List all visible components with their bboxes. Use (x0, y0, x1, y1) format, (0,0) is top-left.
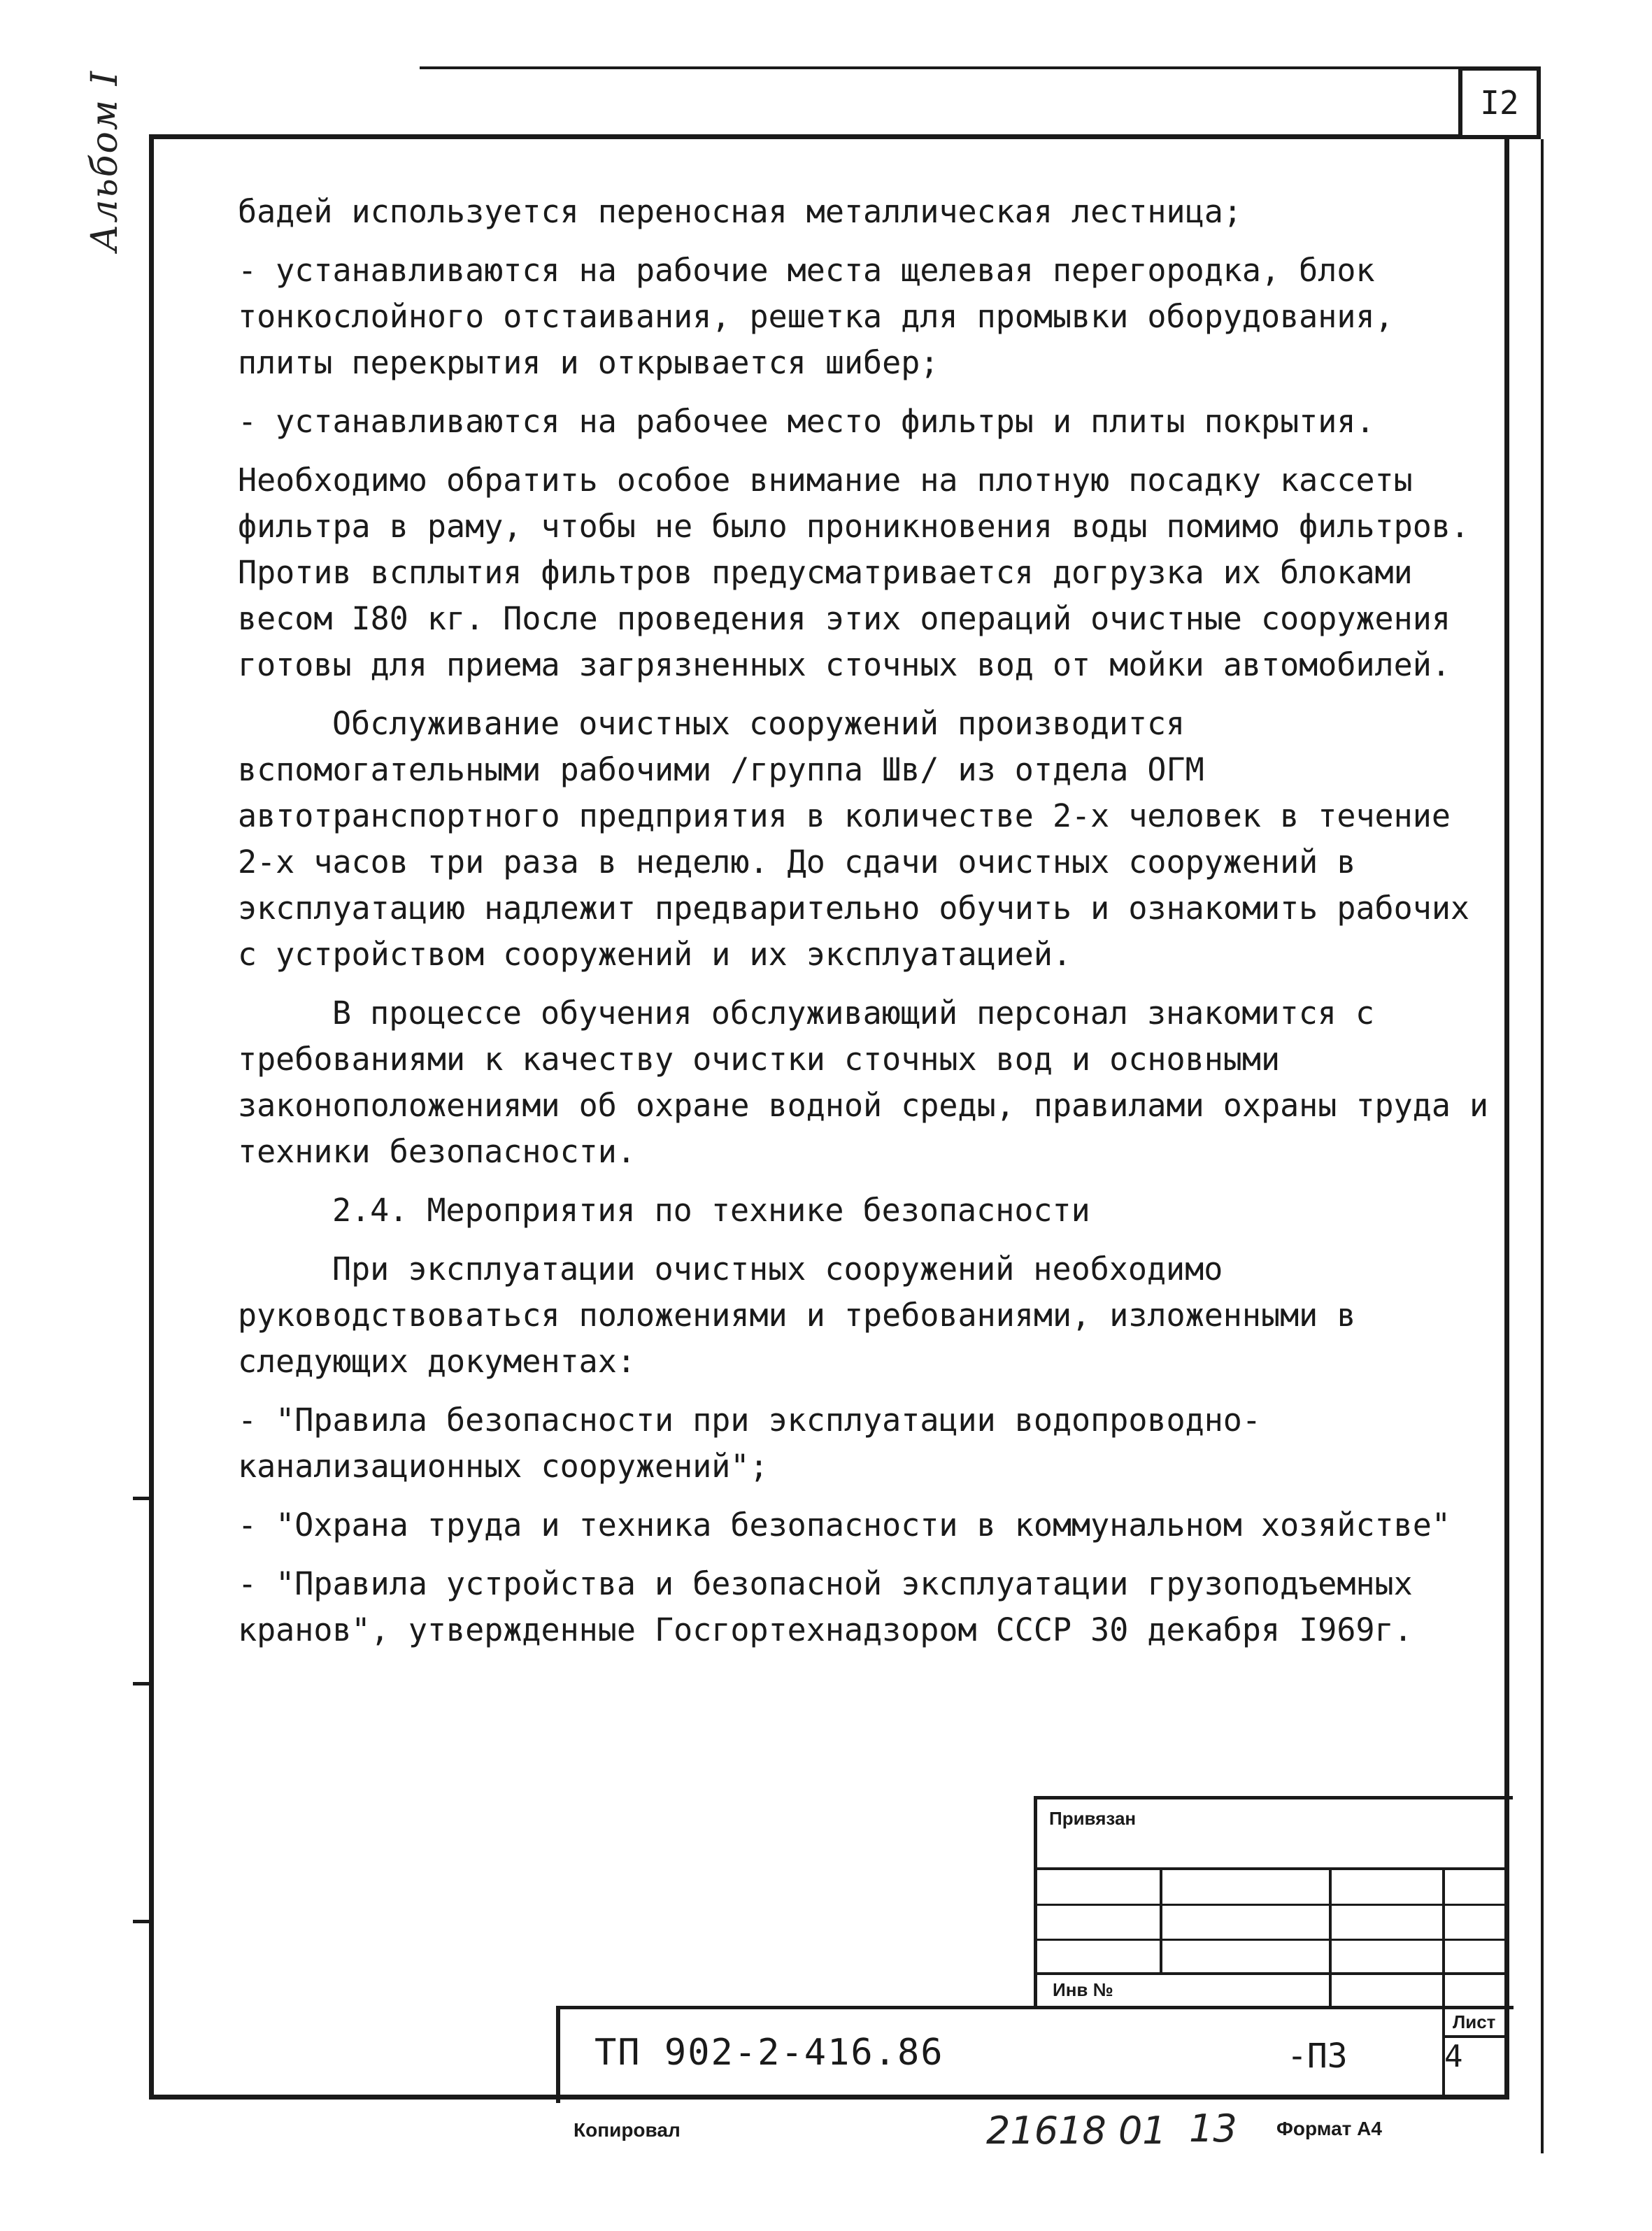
paragraph: При эксплуатации очистных сооружений необходимо руководствоваться положениями и требованиями, изложенными в следующих документах: (238, 1250, 1356, 1380)
stamp-inv-label: Инв № (1053, 1979, 1113, 2000)
paragraph: - устанавливаются на рабочее место фильтры и плиты покрытия. (238, 403, 1375, 440)
paragraph: - устанавливаются на рабочие места щелевая перегородка, блок тонкослойного отстаивания, решетка для промывки оборудования, плиты перекрытия и открывается шибер; (238, 252, 1394, 381)
stamp-line (1034, 1939, 1509, 1941)
stamp-vline (1160, 1867, 1162, 1972)
document-body (238, 189, 1490, 1666)
doc-suffix: -ПЗ (1287, 2037, 1348, 2076)
stamp-bound-label: Привязан (1049, 1808, 1137, 1829)
sheet-number: 4 (1444, 2039, 1463, 2074)
stamp-vline (1329, 1867, 1332, 2007)
format-label: Формат А4 (1276, 2118, 1382, 2139)
paragraph: - "Правила безопасности при эксплуатации водопроводно-канализационных сооружений"; (238, 1402, 1261, 1485)
paragraph: В процессе обучения обслуживающий персонал знакомится с требованиями к качеству очистки сточных вод и основными законоположениями об охране водной среды, правилами охраны труда и техники безопасности. (238, 995, 1489, 1170)
paragraph: Обслуживание очистных сооружений производится вспомогательными рабочими /группа Шв/ из отдела ОГМ автотранспортного предприятия в количестве 2-х человек в течение 2-х часов три раза в неделю. До сдачи очистных сооружений в эксплуатацию надлежит предварительно обучить и ознакомить рабочих с устройством сооружений и их эксплуатацией. (238, 705, 1469, 973)
paragraph: бадей используется переносная металлическая лестница; (238, 193, 1242, 230)
stamp-line (1034, 1867, 1509, 1870)
stamp-line (1034, 1972, 1509, 1975)
handwritten-number: 21618 01 (986, 2109, 1167, 2153)
paragraph: - "Правила устройства и безопасной эксплуатации грузоподъемных кранов", утвержденные Госгортехнадзором СССР 30 декабря I969г. (238, 1565, 1413, 1648)
margin-tick (133, 1682, 154, 1685)
copied-label: Копировал (574, 2119, 681, 2141)
stamp-sheet-divider (1442, 2035, 1509, 2038)
margin-tick (133, 1920, 154, 1923)
stamp-line (1034, 1904, 1509, 1906)
margin-tick (133, 1497, 154, 1500)
handwritten-page: 13 (1189, 2107, 1237, 2151)
doc-code: ТП 902-2-416.86 (594, 2032, 944, 2074)
right-rule (1541, 139, 1544, 2153)
margin-note: Альбом I (84, 69, 126, 252)
section-heading: 2.4. Мероприятия по технике безопасности (332, 1192, 1090, 1229)
paragraph: Необходимо обратить особое внимание на плотную посадку кассеты фильтра в раму, чтобы не было проникновения воды помимо фильтров. Против всплытия фильтров предусматривается догрузка их блоками весом I80 кг. После проведения этих операций очистные сооружения готовы для приема загрязненных сточных вод от мойки автомобилей. (238, 462, 1469, 683)
corner-number: I2 (1458, 66, 1541, 139)
paragraph: - "Охрана труда и техника безопасности в коммунальном хозяйстве" (238, 1506, 1451, 1544)
top-rule (420, 66, 1462, 69)
stamp-sheet-label: Лист (1453, 2011, 1496, 2032)
